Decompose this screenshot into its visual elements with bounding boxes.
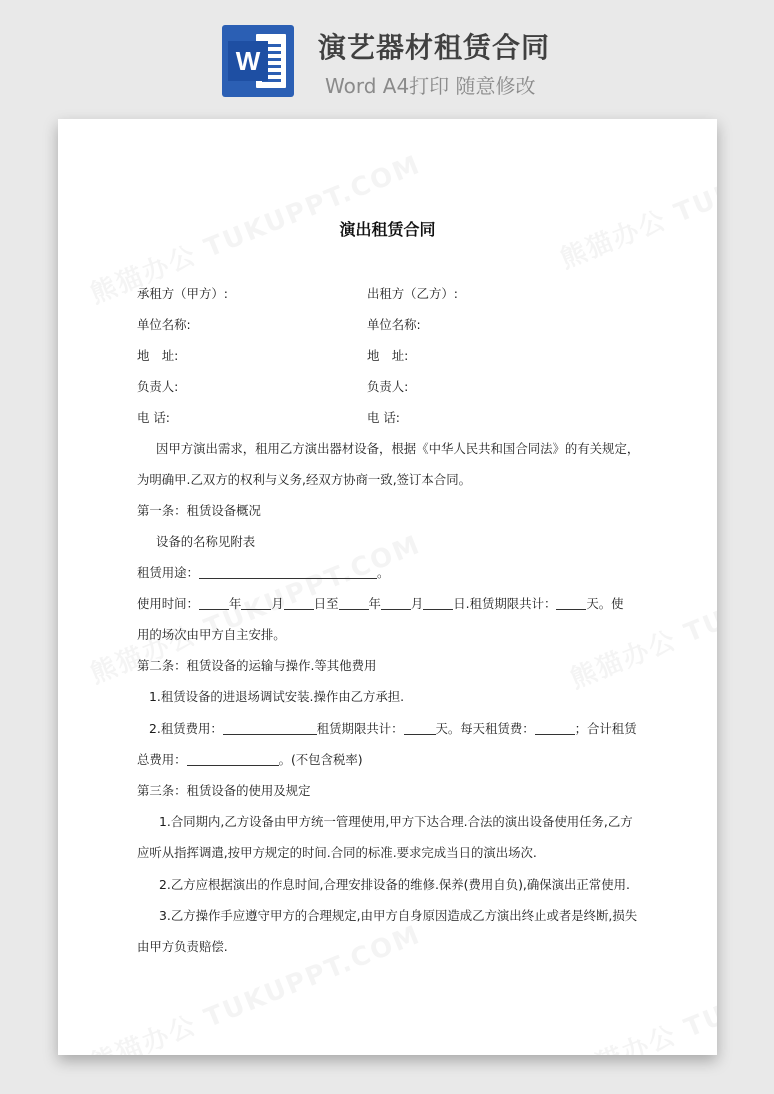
- time-line2: 用的场次由甲方自主安排。: [137, 627, 286, 642]
- document-title: 演出租赁合同: [339, 220, 436, 239]
- watermark: [564, 924, 717, 1055]
- lessor-phone: 电 话:: [367, 410, 400, 425]
- lessee-person: 负责人:: [137, 379, 179, 394]
- start-day-blank[interactable]: [284, 596, 314, 610]
- daily-fee-blank[interactable]: [535, 721, 575, 735]
- word-badge: W: [228, 41, 268, 81]
- end-month-blank[interactable]: [381, 596, 411, 610]
- word-logo-icon: [222, 25, 294, 97]
- article3-p2: 2.乙方应根据演出的作息时间,合理安排设备的维修.保养(费用自负),确保演出正常使用.: [159, 877, 630, 892]
- start-month-blank[interactable]: [241, 596, 271, 610]
- time-line: 使用时间： 年 月 日至 年 月 日.租赁期限共计： 天。使: [137, 596, 624, 611]
- page-subtitle: Word A4打印 随意修改: [325, 74, 536, 98]
- lessor-person: 负责人:: [367, 379, 409, 394]
- start-year-blank[interactable]: [199, 596, 229, 610]
- total-fee-line: 总费用： 。(不包含税率): [137, 752, 363, 767]
- article2-title: 第二条：租赁设备的运输与操作.等其他费用: [137, 658, 377, 673]
- fee-blank[interactable]: [223, 721, 317, 735]
- fee-line: 2.租赁费用： 租赁期限共计： 天。每天租赁费： ；合计租赁: [149, 721, 637, 736]
- fee-days-blank[interactable]: [404, 721, 436, 735]
- article3-title: 第三条：租赁设备的使用及规定: [137, 783, 311, 798]
- lessor-unit-name: 单位名称:: [367, 317, 421, 332]
- usage-blank[interactable]: [199, 565, 377, 579]
- intro-paragraph-line2: 为明确甲.乙双方的权利与义务,经双方协商一致,签订本合同。: [137, 472, 471, 487]
- article1-title: 第一条：租赁设备概况: [137, 503, 261, 518]
- end-year-blank[interactable]: [339, 596, 369, 610]
- total-fee-blank[interactable]: [187, 752, 279, 766]
- lessee-address: 地 址:: [137, 348, 179, 363]
- usage-line: 租赁用途： 。: [137, 565, 390, 580]
- lessee-unit-name: 单位名称:: [137, 317, 191, 332]
- usage-label: 租赁用途：: [137, 565, 199, 580]
- lessee-label: 承租方（甲方）:: [137, 286, 228, 301]
- article3-p3-line2: 由甲方负责赔偿.: [137, 939, 228, 954]
- watermark: [554, 119, 717, 276]
- watermark: [84, 914, 426, 1055]
- article3-p1-line1: 1.合同期内,乙方设备由甲方统一管理使用,甲方下达合理.合法的演出设备使用任务,乙方: [159, 814, 633, 829]
- article3-p1-line2: 应听从指挥调遣,按甲方规定的时间.合同的标准.要求完成当日的演出场次.: [137, 845, 537, 860]
- lessor-label: 出租方（乙方）:: [367, 286, 458, 301]
- lessor-address: 地 址:: [367, 348, 409, 363]
- end-day-blank[interactable]: [423, 596, 453, 610]
- article1-item: 设备的名称见附表: [156, 534, 256, 549]
- document-page: [58, 119, 717, 1055]
- page-title: 演艺器材租赁合同: [318, 31, 551, 64]
- term-days-blank[interactable]: [556, 596, 586, 610]
- intro-paragraph-line1: 因甲方演出需求，租用乙方演出器材设备，根据《中华人民共和国合同法》的有关规定，: [156, 441, 640, 456]
- article3-p3-line1: 3.乙方操作手应遵守甲方的合理规定,由甲方自身原因造成乙方演出终止或者是终断,损失: [159, 908, 638, 923]
- article2-item1: 1.租赁设备的进退场调试安装.操作由乙方承担.: [149, 689, 405, 704]
- watermark: [564, 529, 717, 696]
- lessee-phone: 电 话:: [137, 410, 170, 425]
